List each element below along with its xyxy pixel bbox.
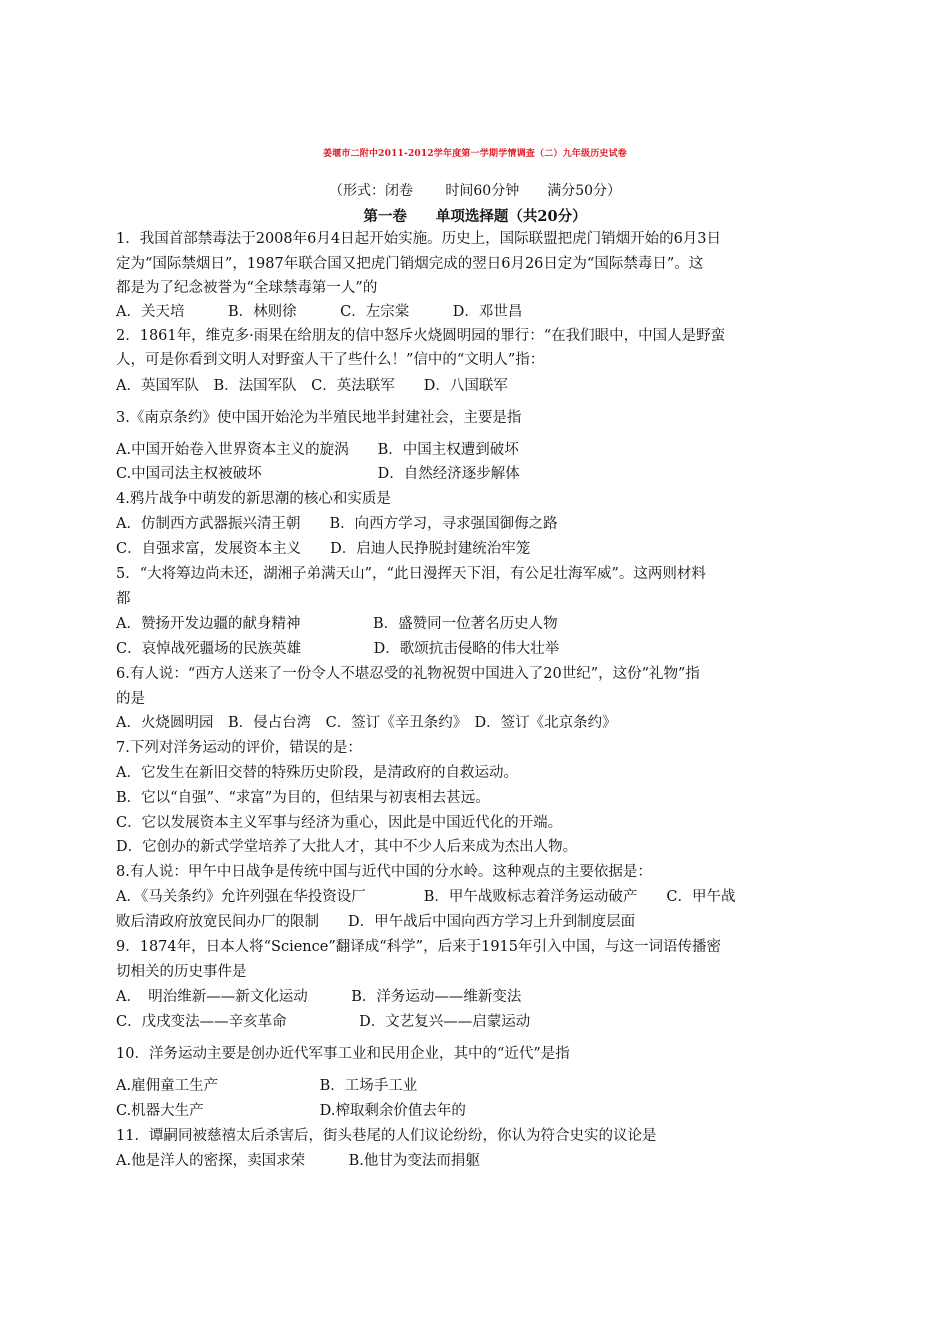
answer-options: A．仿制西方武器振兴清王朝 B．向西方学习，寻求强国御侮之路: [116, 516, 558, 532]
text-line: 7.下列对洋务运动的评价，错误的是：: [116, 740, 362, 756]
text-line: 4.鸦片战争中萌发的新思潮的核心和实质是: [116, 491, 391, 507]
answer-options: C．它以发展资本主义军事与经济为重心，因此是中国近代化的开端。: [116, 815, 563, 831]
text-line: 切相关的历史事件是: [116, 964, 247, 980]
answer-options: A． 明治维新——新文化运动 B．洋务运动——维新变法: [116, 989, 522, 1005]
answer-options: A．它发生在新旧交替的特殊历史阶段，是清政府的自救运动。: [116, 765, 518, 781]
text-line: 人，可是你看到文明人对野蛮人干了些什么！”信中的“文明人”指：: [116, 352, 545, 368]
answer-options: A．关天培 B．林则徐 C．左宗棠 D．邓世昌: [116, 304, 523, 320]
text-line: 9．1874年，日本人将“Science”翻译成“科学”，后来于1915年引入中国，与这一词语传播密: [116, 939, 721, 955]
answer-options: A.雇佣童工生产 B．工场手工业: [116, 1078, 418, 1094]
text-line: 3.《南京条约》使中国开始沦为半殖民地半封建社会，主要是指: [116, 410, 522, 426]
text-line: 5．“大将筹边尚未还，湖湘子弟满天山”，“此日漫挥天下泪，有公足壮海军威”。这两则材料: [116, 566, 706, 582]
answer-options: A．赞扬开发边疆的献身精神 B．盛赞同一位著名历史人物: [116, 616, 558, 632]
text-line: 2．1861年，维克多·雨果在给朋友的信中怒斥火烧圆明园的罪行：“在我们眼中，中国人是野蛮: [116, 328, 726, 344]
answer-options: C.中国司法主权被破坏 D．自然经济逐步解体: [116, 466, 520, 482]
text-line: 1．我国首部禁毒法于2008年6月4日起开始实施。历史上，国际联盟把虎门销烟开始的6月3日: [116, 231, 722, 247]
answer-options: A．火烧圆明园 B．侵占台湾 C．签订《辛丑条约》 D．签订《北京条约》: [116, 715, 617, 731]
answer-options: A．《马关条约》允许列强在华投资设厂 B．甲午战败标志着洋务运动破产 C．甲午战: [116, 889, 736, 905]
answer-options: C．哀悼战死疆场的民族英雄 D．歌颂抗击侵略的伟大壮举: [116, 641, 560, 657]
text-line: 6.有人说：“西方人送来了一份令人不堪忍受的礼物祝贺中国进入了20世纪”，这份“礼物”指: [116, 666, 700, 682]
text-line: 10．洋务运动主要是创办近代军事工业和民用企业，其中的“近代”是指: [116, 1046, 570, 1062]
section-heading: 第一卷 单项选择题（共20分）: [363, 208, 587, 225]
answer-options: B．它以“自强”、“求富”为目的，但结果与初衷相去甚远。: [116, 790, 490, 806]
text-line: 的是: [116, 691, 145, 707]
answer-options: C．自强求富，发展资本主义 D．启迪人民挣脱封建统治牢笼: [116, 541, 531, 557]
exam-subtitle: （形式：闭卷 时间60分钟 满分50分）: [328, 183, 622, 199]
answer-options: 败后清政府放宽民间办厂的限制 D．甲午战后中国向西方学习上升到制度层面: [116, 914, 636, 930]
answer-options: A.中国开始卷入世界资本主义的旋涡 B．中国主权遭到破坏: [116, 442, 519, 458]
answer-options: D．它创办的新式学堂培养了大批人才，其中不少人后来成为杰出人物。: [116, 839, 578, 855]
text-line: 都是为了纪念被誉为“全球禁毒第一人”的: [116, 280, 378, 296]
text-line: 都: [116, 591, 131, 607]
answer-options: A．英国军队 B．法国军队 C．英法联军 D．八国联军: [116, 378, 508, 394]
text-line: 8.有人说：甲午中日战争是传统中国与近代中国的分水岭。这种观点的主要依据是：: [116, 864, 652, 880]
answer-options: C．戊戌变法——辛亥革命 D．文艺复兴——启蒙运动: [116, 1014, 531, 1030]
answer-options: A.他是洋人的密探，卖国求荣 B.他甘为变法而捐躯: [116, 1153, 480, 1169]
exam-title: 姜堰市二附中2011-2012学年度第一学期学情调查（二）九年级历史试卷: [322, 149, 628, 159]
answer-options: C.机器大生产 D.榨取剩余价值去年的: [116, 1103, 466, 1119]
text-line: 11．谭嗣同被慈禧太后杀害后，街头巷尾的人们议论纷纷，你认为符合史实的议论是: [116, 1128, 657, 1144]
text-line: 定为“国际禁烟日”，1987年联合国又把虎门销烟完成的翌日6月26日定为“国际禁毒日”。这: [116, 256, 704, 272]
